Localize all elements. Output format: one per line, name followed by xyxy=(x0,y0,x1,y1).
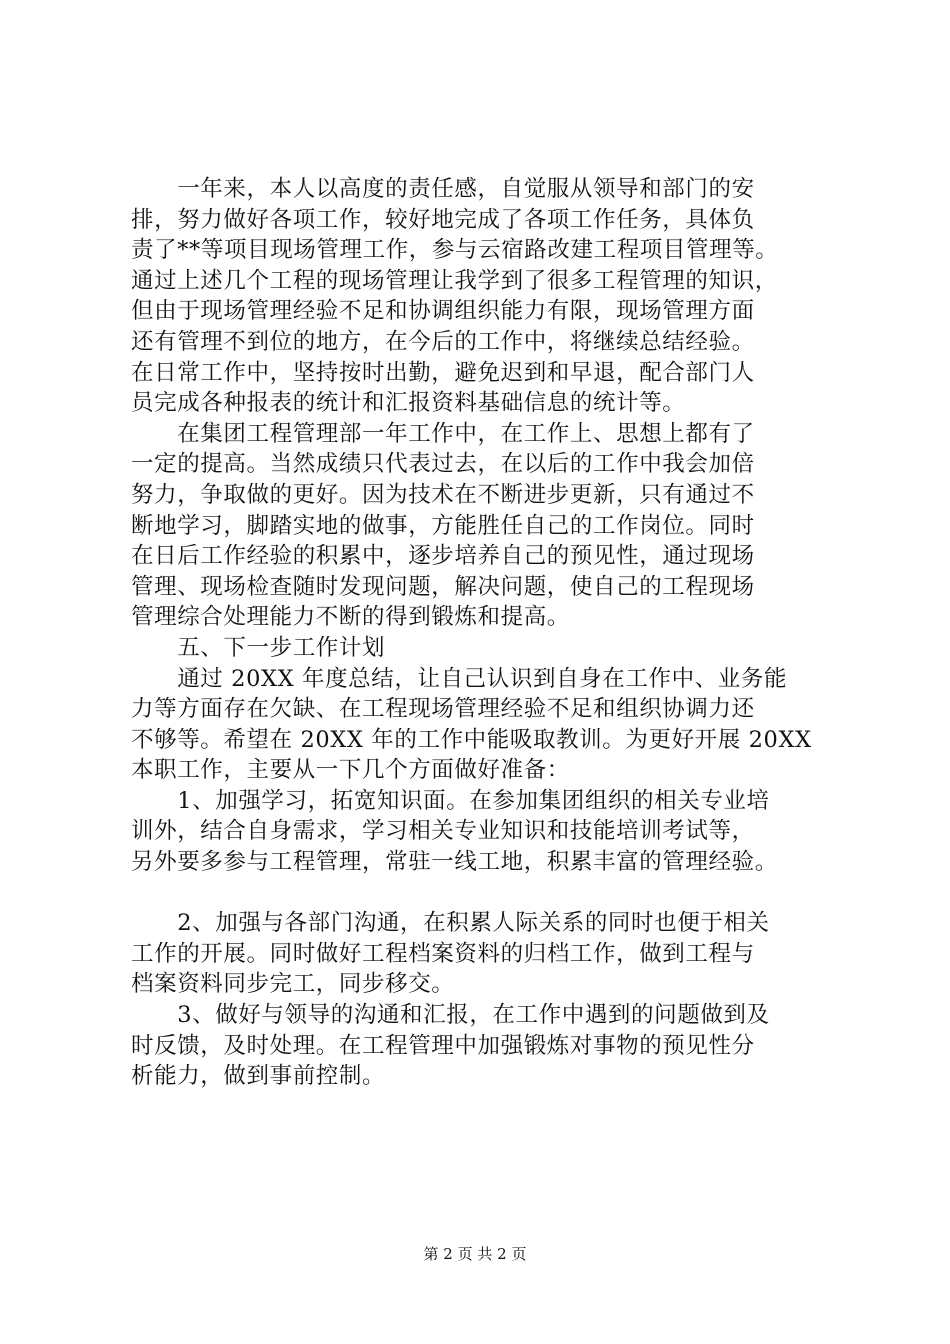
text-line: 析能力，做到事前控制。 xyxy=(131,1063,386,1090)
section-heading: 五、下一步工作计划 xyxy=(131,634,386,661)
text-line: 3、做好与领导的沟通和汇报，在工作中遇到的问题做到及 xyxy=(131,1002,770,1029)
text-line: 断地学习，脚踏实地的做事，方能胜任自己的工作岗位。同时 xyxy=(131,512,755,539)
document-body xyxy=(131,174,851,1092)
text-line: 通过 20XX 年度总结，让自己认识到自身在工作中、业务能 xyxy=(131,665,788,692)
text-line: 管理综合处理能力不断的得到锻炼和提高。 xyxy=(131,604,570,631)
text-line: 员完成各种报表的统计和汇报资料基础信息的统计等。 xyxy=(131,390,686,417)
text-line: 努力，争取做的更好。因为技术在不断进步更新，只有通过不 xyxy=(131,481,755,508)
text-line: 另外要多参与工程管理，常驻一线工地，积累丰富的管理经验。 xyxy=(131,849,778,876)
text-line: 一年来，本人以高度的责任感，自觉服从领导和部门的安 xyxy=(131,176,755,202)
text-line: 在日后工作经验的积累中，逐步培养自己的预见性，通过现场 xyxy=(131,543,755,570)
text-line: 但由于现场管理经验不足和协调组织能力有限，现场管理方面 xyxy=(131,298,755,325)
text-line: 不够等。希望在 20XX 年的工作中能吸取教训。为更好开展 20XX xyxy=(131,726,812,753)
text-line: 档案资料同步完工，同步移交。 xyxy=(131,971,455,998)
text-line: 管理、现场检查随时发现问题，解决问题，使自己的工程现场 xyxy=(131,573,755,600)
blank-line xyxy=(131,878,851,909)
text-line: 排，努力做好各项工作，较好地完成了各项工作任务，具体负 xyxy=(131,206,755,233)
text-line: 1、加强学习，拓宽知识面。在参加集团组织的相关专业培 xyxy=(131,787,770,814)
text-line: 一定的提高。当然成绩只代表过去，在以后的工作中我会加倍 xyxy=(131,451,755,478)
text-line: 力等方面存在欠缺、在工程现场管理经验不足和组织协调力还 xyxy=(131,696,755,723)
text-line: 时反馈，及时处理。在工程管理中加强锻炼对事物的预见性分 xyxy=(131,1032,755,1059)
text-line: 通过上述几个工程的现场管理让我学到了很多工程管理的知识， xyxy=(131,267,778,294)
text-line: 还有管理不到位的地方，在今后的工作中，将继续总结经验。 xyxy=(131,328,755,355)
text-line: 训外，结合自身需求，学习相关专业知识和技能培训考试等， xyxy=(131,818,755,845)
text-line: 2、加强与各部门沟通，在积累人际关系的同时也便于相关 xyxy=(131,910,770,937)
text-line: 本职工作，主要从一下几个方面做好准备： xyxy=(131,757,570,784)
text-line: 在日常工作中，坚持按时出勤，避免迟到和早退，配合部门人 xyxy=(131,359,755,386)
text-line: 工作的开展。同时做好工程档案资料的归档工作，做到工程与 xyxy=(131,940,755,967)
text-line: 在集团工程管理部一年工作中，在工作上、思想上都有了 xyxy=(131,420,755,447)
page-number-footer: 第 2 页 共 2 页 xyxy=(423,1245,527,1263)
text-line: 责了**等项目现场管理工作，参与云宿路改建工程项目管理等。 xyxy=(131,237,779,264)
